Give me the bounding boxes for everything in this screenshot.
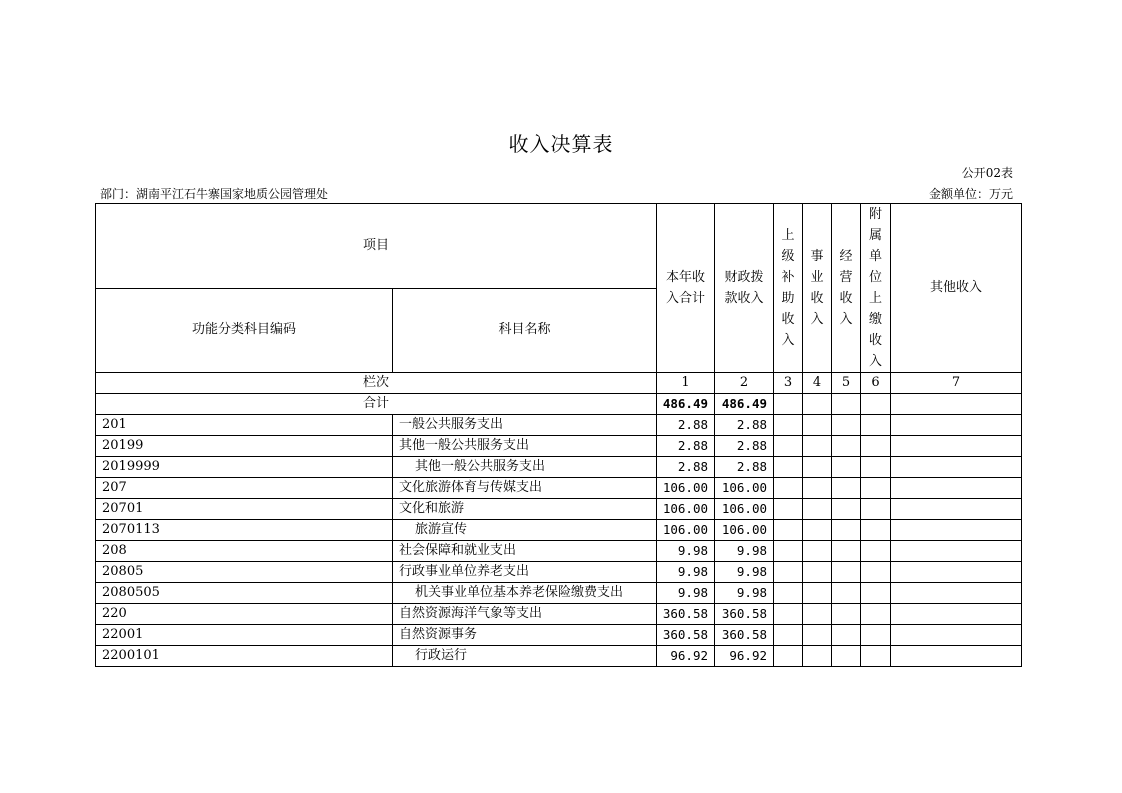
row-name: 文化旅游体育与传媒支出: [393, 478, 657, 499]
income-report-table: [95, 203, 1022, 667]
row-fiscal: 2.88: [715, 436, 774, 457]
department-label: 部门：湖南平江石牛寨国家地质公园管理处: [100, 187, 329, 201]
table-row: [96, 436, 1022, 457]
header-other: 其他收入: [891, 204, 1022, 373]
row-total: 2.88: [657, 457, 715, 478]
row-fiscal: 106.00: [715, 499, 774, 520]
row-name: 自然资源海洋气象等支出: [393, 604, 657, 625]
col-index: 4: [803, 373, 832, 394]
sum-label: 合计: [96, 394, 657, 415]
row-total: 2.88: [657, 436, 715, 457]
header-name: 科目名称: [393, 288, 657, 373]
table-row: [96, 562, 1022, 583]
row-name: 行政事业单位养老支出: [393, 562, 657, 583]
sum-total: 486.49: [657, 394, 715, 415]
row-name: 旅游宣传: [393, 520, 657, 541]
header-total: 本年收入合计: [657, 204, 715, 373]
row-total: 9.98: [657, 562, 715, 583]
header-superior: 上级补助收入: [774, 204, 803, 373]
col-index: 7: [891, 373, 1022, 394]
table-row: [96, 646, 1022, 667]
row-fiscal: 9.98: [715, 541, 774, 562]
header-affiliated: 附属单位上缴收入: [861, 204, 891, 373]
row-code: 22001: [96, 625, 393, 646]
row-code: 20701: [96, 499, 393, 520]
form-number: 公开02表: [961, 166, 1013, 180]
row-fiscal: 360.58: [715, 625, 774, 646]
row-total: 106.00: [657, 478, 715, 499]
row-name: 其他一般公共服务支出: [393, 457, 657, 478]
row-total: 2.88: [657, 415, 715, 436]
header-operating: 经营收入: [832, 204, 861, 373]
row-code: 2019999: [96, 457, 393, 478]
row-code: 208: [96, 541, 393, 562]
table-row: [96, 541, 1022, 562]
table-row: [96, 625, 1022, 646]
sum-fiscal: 486.49: [715, 394, 774, 415]
row-fiscal: 2.88: [715, 457, 774, 478]
header-project: 项目: [96, 204, 657, 289]
row-code: 2070113: [96, 520, 393, 541]
header-fiscal: 财政拨款收入: [715, 204, 774, 373]
row-fiscal: 96.92: [715, 646, 774, 667]
table-row: [96, 415, 1022, 436]
header-business: 事业收入: [803, 204, 832, 373]
row-fiscal: 106.00: [715, 478, 774, 499]
header-code: 功能分类科目编码: [96, 288, 393, 373]
table-row: [96, 520, 1022, 541]
row-fiscal: 9.98: [715, 562, 774, 583]
row-name: 文化和旅游: [393, 499, 657, 520]
row-fiscal: 360.58: [715, 604, 774, 625]
col-index: 1: [657, 373, 715, 394]
row-name: 社会保障和就业支出: [393, 541, 657, 562]
row-fiscal: 2.88: [715, 415, 774, 436]
table-row: [96, 478, 1022, 499]
row-code: 20199: [96, 436, 393, 457]
row-name: 机关事业单位基本养老保险缴费支出: [393, 583, 657, 604]
row-code: 2200101: [96, 646, 393, 667]
row-name: 一般公共服务支出: [393, 415, 657, 436]
row-total: 106.00: [657, 520, 715, 541]
table-row: [96, 604, 1022, 625]
col-index: 5: [832, 373, 861, 394]
amount-unit-label: 金额单位：万元: [928, 187, 1013, 201]
page-title: 收入决算表: [508, 132, 614, 156]
table-row: [96, 499, 1022, 520]
row-total: 9.98: [657, 583, 715, 604]
row-code: 20805: [96, 562, 393, 583]
row-name: 行政运行: [393, 646, 657, 667]
row-total: 9.98: [657, 541, 715, 562]
row-total: 96.92: [657, 646, 715, 667]
row-total: 106.00: [657, 499, 715, 520]
table-row: [96, 583, 1022, 604]
row-code: 207: [96, 478, 393, 499]
row-total: 360.58: [657, 625, 715, 646]
row-name: 其他一般公共服务支出: [393, 436, 657, 457]
col-index: 3: [774, 373, 803, 394]
row-total: 360.58: [657, 604, 715, 625]
row-fiscal: 106.00: [715, 520, 774, 541]
row-fiscal: 9.98: [715, 583, 774, 604]
col-index: 6: [861, 373, 891, 394]
row-name: 自然资源事务: [393, 625, 657, 646]
row-code: 220: [96, 604, 393, 625]
row-index-label: 栏次: [96, 373, 657, 394]
col-index: 2: [715, 373, 774, 394]
row-code: 2080505: [96, 583, 393, 604]
row-code: 201: [96, 415, 393, 436]
table-row: [96, 457, 1022, 478]
